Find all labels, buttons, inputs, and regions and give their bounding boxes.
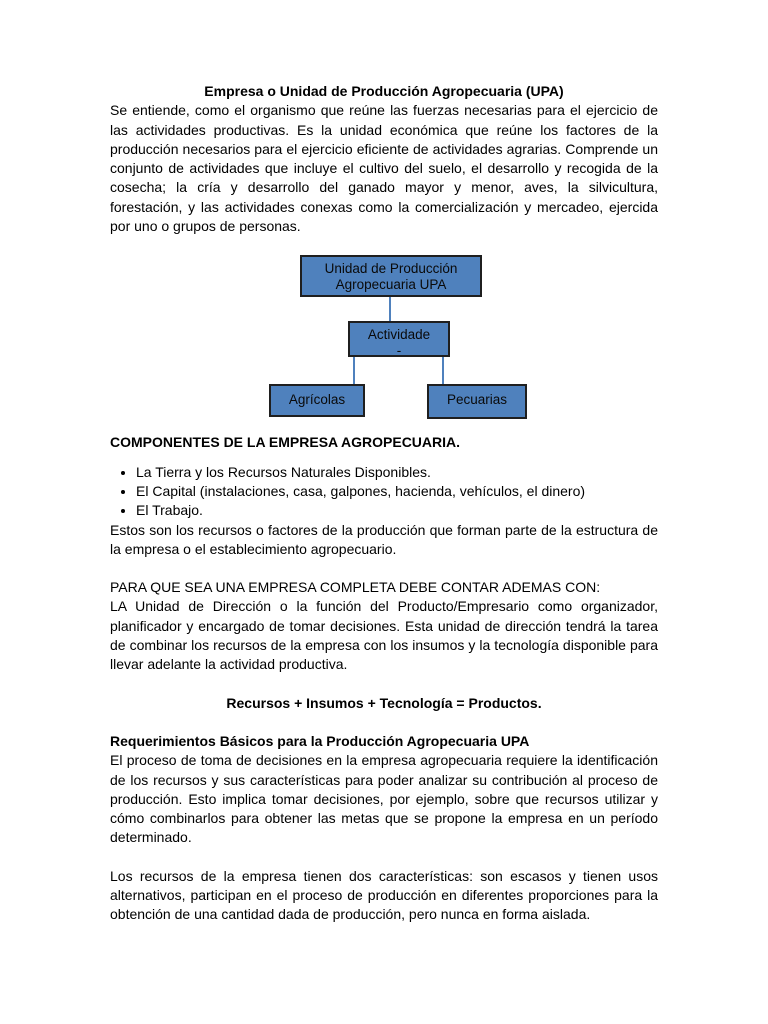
list-item: • El Trabajo.: [136, 501, 658, 520]
components-list: [110, 463, 658, 521]
diagram-right-box: [427, 384, 527, 419]
diagram-middle-line2: -: [396, 343, 402, 358]
document-page: [110, 82, 658, 925]
requirements-paragraph: El proceso de toma de decisiones en la empresa agropecuaria requiere la identificación de los recursos y sus características para poder analizar su contribución al proceso de producción. Esto implica tomar decisiones, por ejemplo, sobre que recursos utilizar y cómo combinarlos para obtener las metas que se propone la empresa en un período determinado.: [110, 752, 658, 846]
diagram-connector-root: [389, 297, 391, 321]
diagram-root-box: [300, 255, 482, 297]
diagram-right-label: Pecuarias: [446, 392, 508, 408]
diagram-root-line2: Agropecuaria UPA: [335, 277, 447, 293]
list-item: • El Capital (instalaciones, casa, galpones, hacienda, vehículos, el dinero): [136, 482, 658, 501]
components-heading: COMPONENTES DE LA EMPRESA AGROPECUARIA.: [110, 434, 461, 451]
diagram-left-label: Agrícolas: [288, 392, 346, 408]
requirements-heading: Requerimientos Básicos para la Producción Agropecuaria UPA: [110, 732, 530, 749]
diagram-middle-box: [348, 321, 450, 357]
diagram-left-box: [269, 384, 365, 417]
components-note: Estos son los recursos o factores de la producción que forman parte de la estructura de la empresa o el establecimiento agropecuario.: [110, 521, 658, 557]
complete-paragraph: LA Unidad de Dirección o la función del Producto/Empresario como organizador, planificador y encargado de tomar decisiones. Esta unidad de dirección tendrá la tarea de combinar los recursos de la empresa con los insumos y la tecnología disponible para llevar adelante la actividad productiva.: [110, 598, 658, 673]
resources-paragraph: Los recursos de la empresa tienen dos características: son escasos y tienen usos alternativos, participan en el proceso de producción en diferentes proporciones para la obtención de una cantidad dada de producción, pero nunca en forma aislada.: [110, 867, 658, 923]
list-item: • La Tierra y los Recursos Naturales Disponibles.: [136, 463, 658, 482]
diagram-middle-line1: Actividade: [367, 327, 431, 343]
document-title: Empresa o Unidad de Producción Agropecuaria (UPA): [204, 83, 564, 99]
diagram-root-line1: Unidad de Producción: [324, 261, 458, 277]
org-diagram: [110, 255, 658, 433]
formula: Recursos + Insumos + Tecnología = Productos.: [226, 694, 542, 711]
diagram-connector-right: [442, 357, 444, 385]
complete-heading: PARA QUE SEA UNA EMPRESA COMPLETA DEBE CONTAR ADEMAS CON:: [110, 579, 601, 596]
diagram-connector-left: [353, 357, 355, 385]
intro-paragraph: Se entiende, como el organismo que reúne las fuerzas necesarias para el ejercicio de las actividades productivas. Es la unidad económica que reúne los factores de la producción necesarios para el ejercicio eficiente de actividades agrarias. Comprende un conjunto de actividades que incluye el cultivo del suelo, el desarrollo y recogida de la cosecha; la cría y desarrollo del ganado mayor y menor, aves, la silvicultura, forestación, y las actividades conexas como la comercialización y mercadeo, ejercida por uno o grupos de personas.: [110, 102, 658, 235]
